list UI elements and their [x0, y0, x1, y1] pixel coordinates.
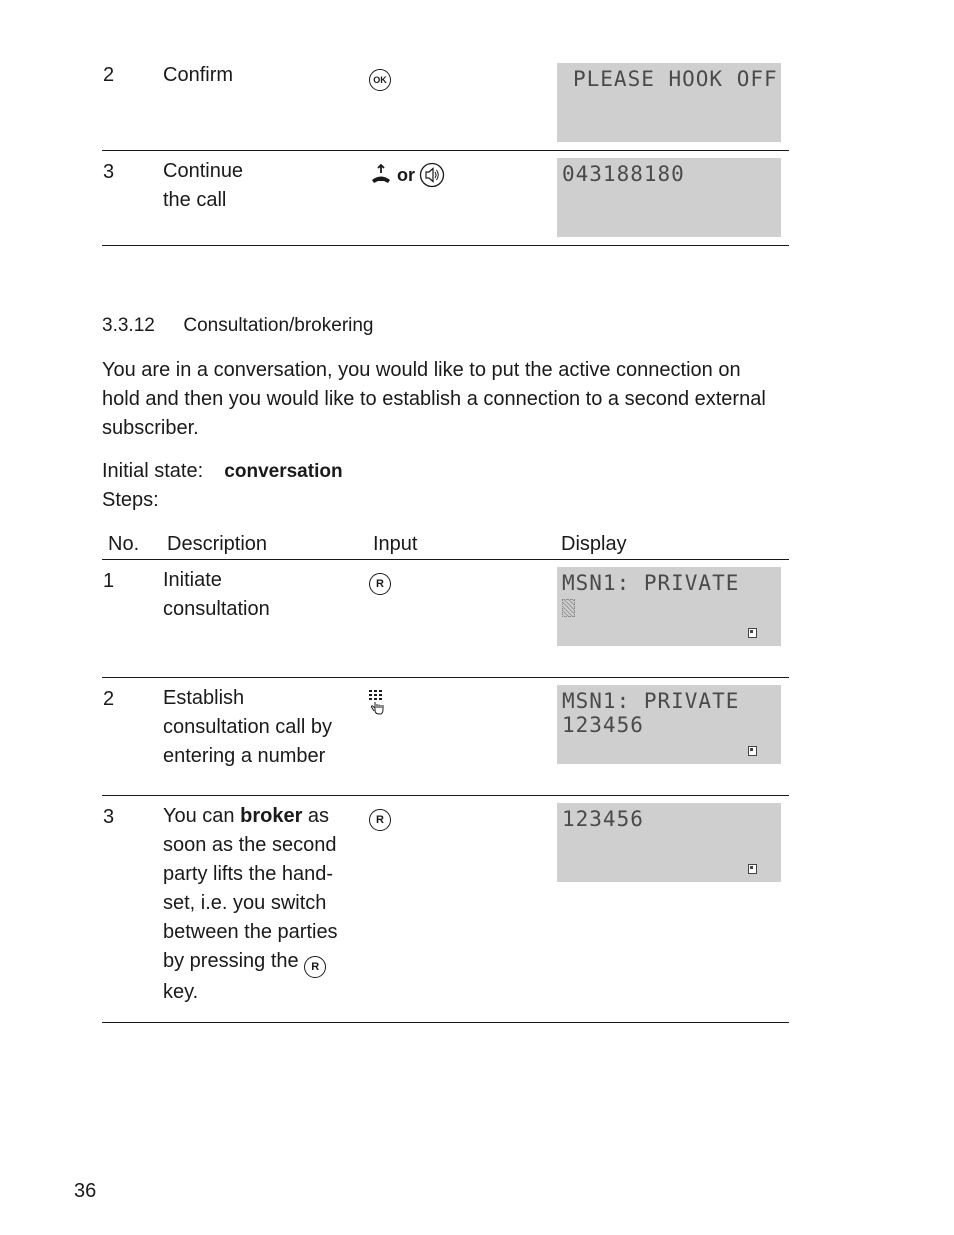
row-divider — [102, 150, 789, 151]
column-header-no: No. — [108, 533, 140, 555]
row-divider — [102, 1022, 789, 1023]
row-description — [163, 684, 332, 771]
lcd-display — [557, 63, 781, 142]
description-line: the call — [163, 189, 227, 211]
p-indicator-icon — [748, 746, 757, 756]
input-cell — [369, 162, 445, 188]
description-line — [163, 802, 353, 831]
ok-key-label: OK — [369, 69, 391, 91]
lcd-display — [557, 685, 781, 764]
r-key-icon — [369, 573, 391, 595]
ok-key-icon — [369, 69, 391, 91]
lcd-line: 043188180 — [562, 162, 685, 186]
description-line — [163, 947, 353, 978]
description-line: party lifts the hand- — [163, 863, 334, 885]
row-number: 3 — [103, 806, 115, 828]
bold-term: broker — [240, 805, 303, 827]
description-line: Establish — [163, 687, 245, 709]
p-indicator-icon — [748, 628, 757, 638]
page-number: 36 — [74, 1180, 97, 1202]
column-header-input: Input — [373, 533, 418, 555]
column-header-description: Description — [167, 533, 268, 555]
steps-label: Steps: — [102, 489, 159, 511]
section-heading — [102, 315, 374, 337]
text-key-prefix: by pressing the — [163, 950, 299, 972]
description-line: entering a number — [163, 745, 326, 767]
row-number: 2 — [103, 64, 115, 86]
column-header-display: Display — [561, 533, 627, 555]
header-divider — [102, 559, 789, 560]
cursor-icon — [562, 599, 575, 617]
initial-state — [102, 457, 343, 486]
lcd-display — [557, 803, 781, 882]
intro-paragraph — [102, 356, 802, 443]
lcd-line: 123456 — [562, 713, 644, 737]
section-number: 3.3.12 — [102, 315, 155, 336]
row-divider — [102, 677, 789, 678]
intro-line: subscriber. — [102, 417, 199, 439]
initial-state-label: Initial state: — [102, 460, 204, 482]
intro-line: hold and then you would like to establish a connection to a second external — [102, 388, 766, 410]
lcd-line: MSN1: PRIVATE — [562, 689, 740, 713]
row-description — [163, 802, 353, 1007]
intro-line: You are in a conversation, you would like to put the active connection on — [102, 359, 741, 381]
text-suffix: as — [302, 805, 330, 827]
or-label: or — [397, 164, 415, 185]
description-line: Continue — [163, 160, 244, 182]
description-line: consultation call by — [163, 716, 332, 738]
lcd-line: MSN1: PRIVATE — [562, 571, 740, 595]
description-line: key. — [163, 981, 199, 1003]
row-description — [163, 566, 270, 624]
handset-lift-icon — [369, 164, 393, 186]
speaker-icon — [419, 162, 445, 188]
lcd-line: PLEASE HOOK OFF — [573, 67, 778, 91]
lcd-display — [557, 567, 781, 646]
description-line: soon as the second — [163, 834, 337, 856]
r-key-label: R — [369, 573, 391, 595]
r-key-label: R — [369, 809, 391, 831]
row-description: Confirm — [163, 64, 234, 86]
row-divider — [102, 245, 789, 246]
description-line: between the parties — [163, 921, 338, 943]
lcd-display — [557, 158, 781, 237]
row-number: 1 — [103, 570, 115, 592]
description-line: consultation — [163, 598, 270, 620]
section-title: Consultation/brokering — [183, 315, 374, 336]
description-line: set, i.e. you switch — [163, 892, 327, 914]
description-line: Initiate — [163, 569, 222, 591]
row-divider — [102, 795, 789, 796]
p-indicator-icon — [748, 864, 757, 874]
lcd-line-cursor — [562, 595, 776, 619]
r-key-icon: R — [304, 956, 326, 978]
text-prefix: You can — [163, 805, 241, 827]
row-description — [163, 157, 243, 215]
row-number: 2 — [103, 688, 115, 710]
keypad-icon — [367, 689, 385, 720]
lcd-line: 123456 — [562, 807, 644, 831]
initial-state-value: conversation — [224, 461, 343, 482]
r-key-icon — [369, 809, 391, 831]
row-number: 3 — [103, 161, 115, 183]
